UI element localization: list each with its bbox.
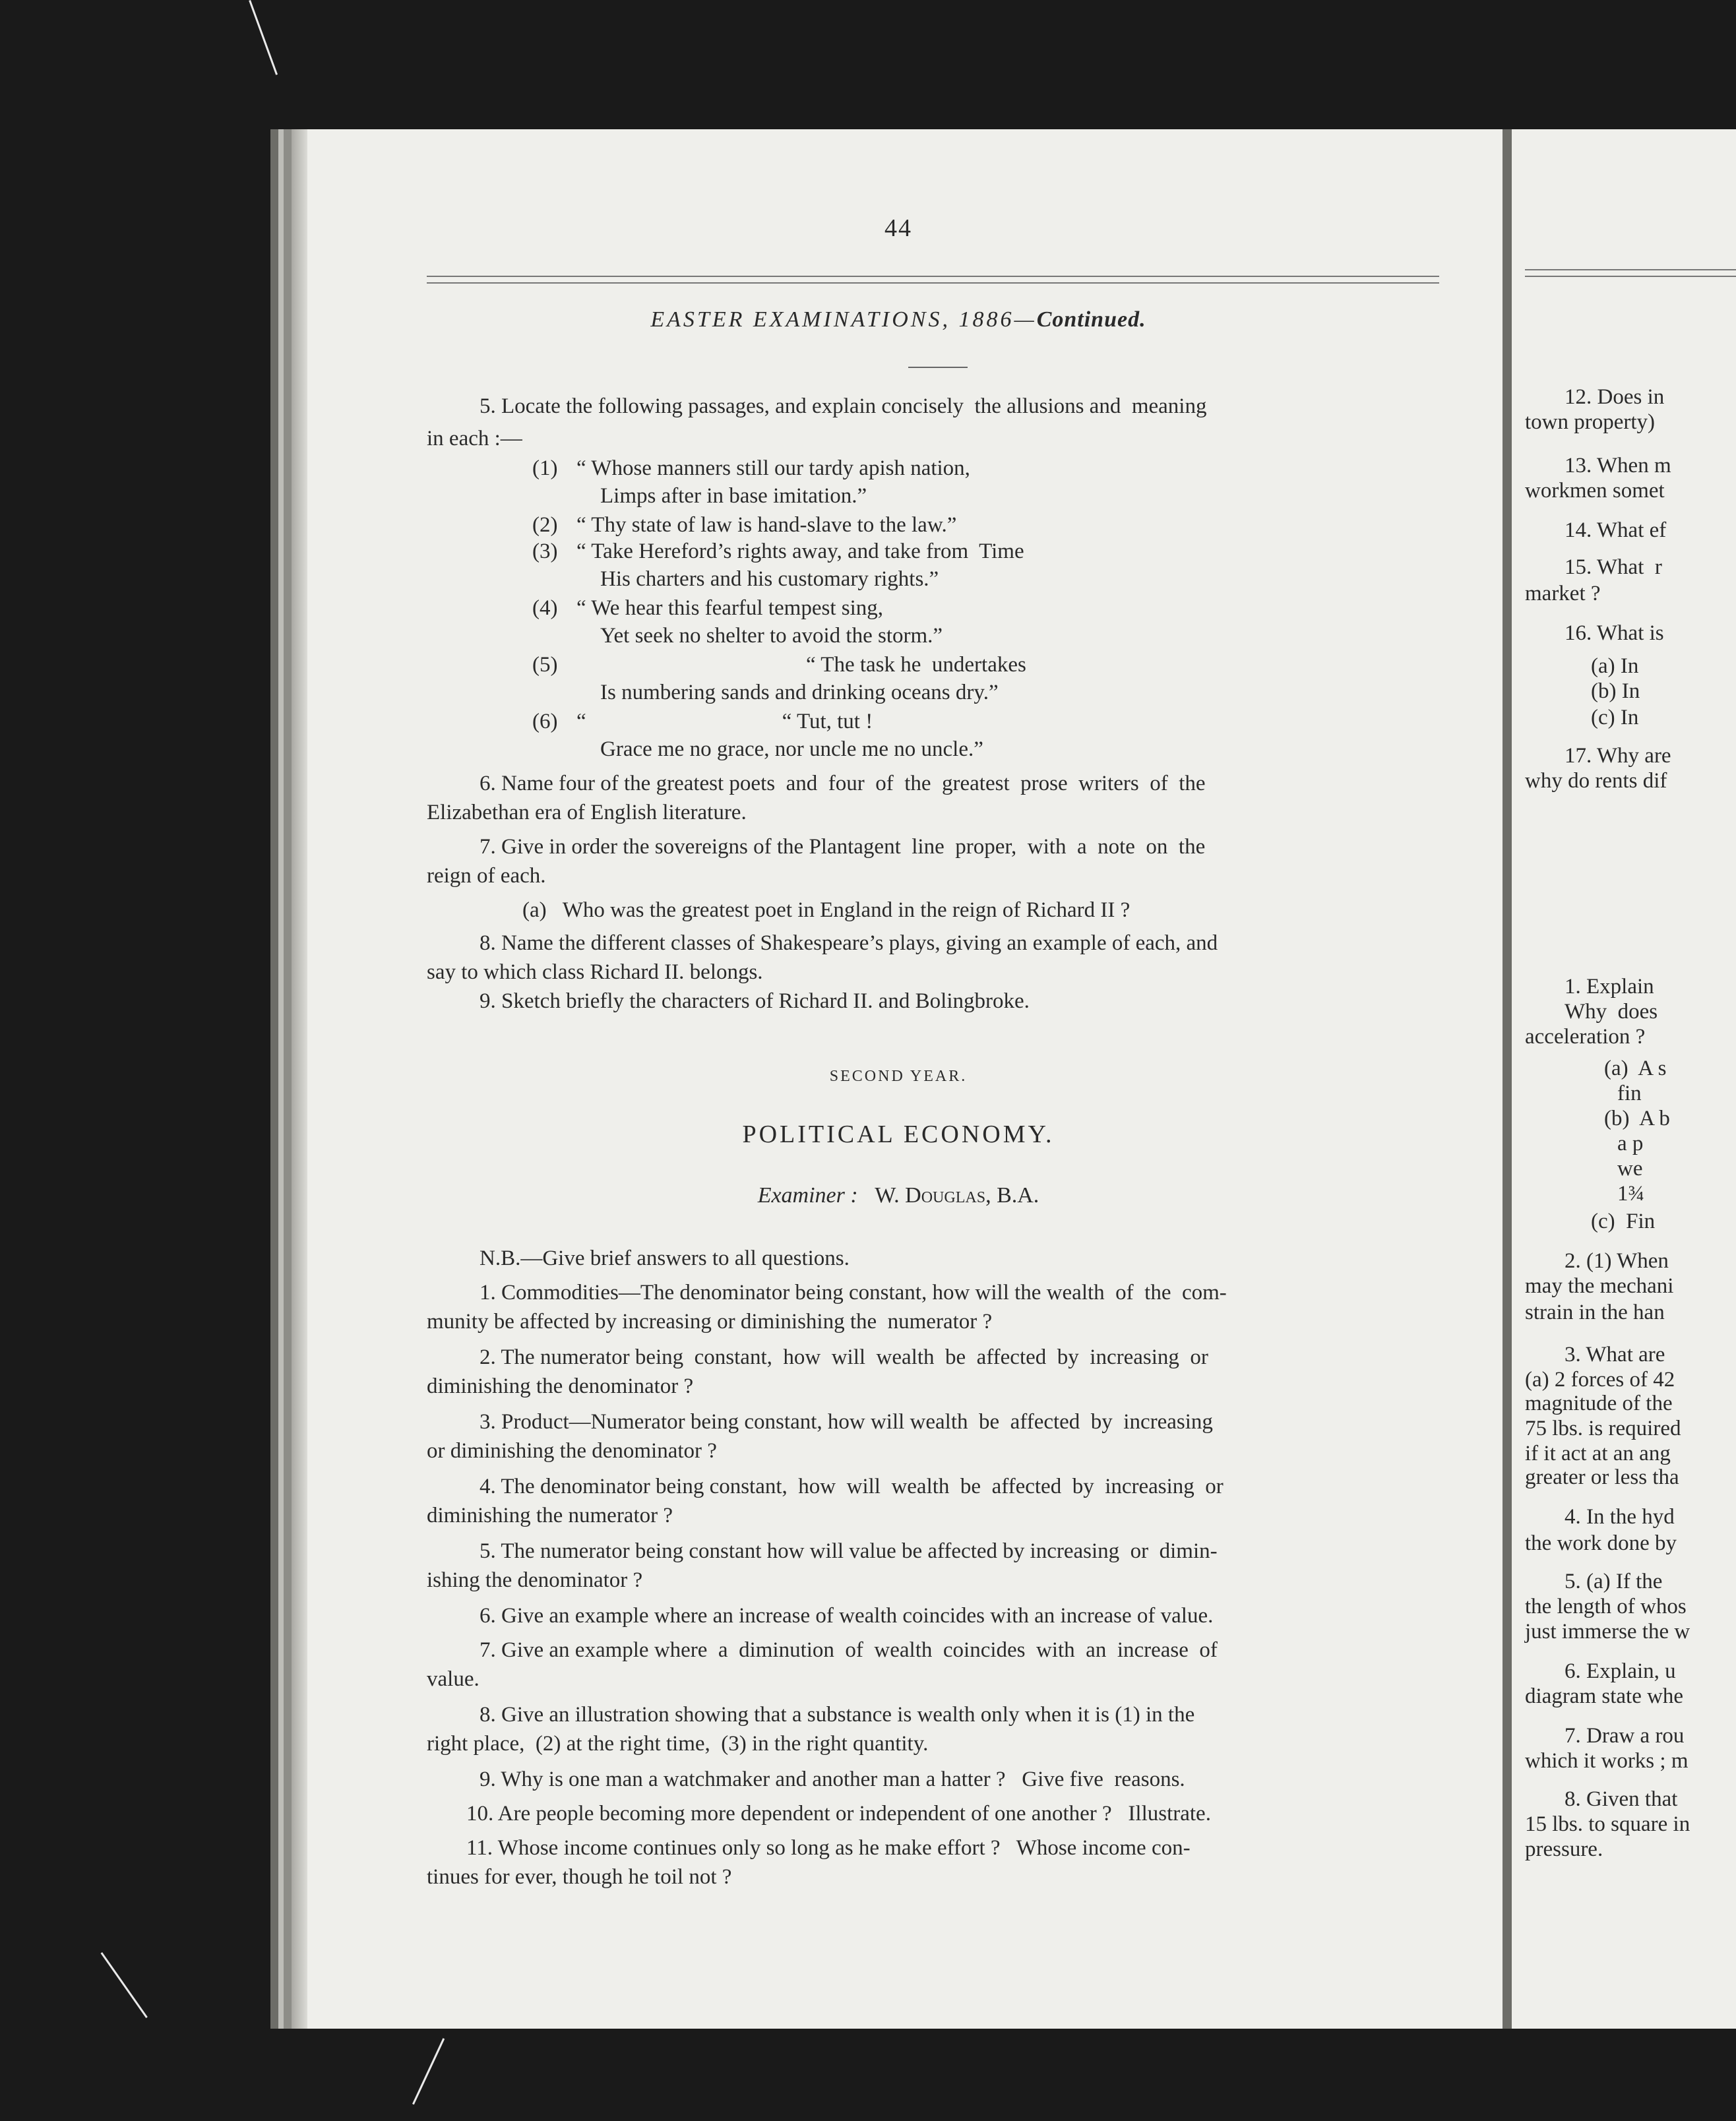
right-text-line: 15 lbs. to square in: [1525, 1812, 1690, 1836]
left-page: [284, 129, 1505, 2029]
right-text-line: 12. Does in: [1565, 385, 1665, 409]
right-text-line: strain in the han: [1525, 1301, 1665, 1324]
right-text-line: why do rents dif: [1525, 769, 1667, 793]
passage-num: (5): [532, 653, 558, 677]
q5-line-1: 5. Locate the following passages, and explain concisely the allusions and meaning: [480, 394, 1207, 418]
passage-line: “ The task he undertakes: [806, 653, 1026, 677]
right-text-line: greater or less tha: [1525, 1465, 1679, 1489]
right-text-line: 14. What ef: [1565, 518, 1667, 542]
pe-q4-line-2: diminishing the numerator ?: [427, 1504, 673, 1527]
right-text-line: the work done by: [1525, 1531, 1677, 1555]
top-rule: [427, 276, 1439, 277]
right-text-line: 3. What are: [1565, 1343, 1665, 1367]
passage-num: (1): [532, 456, 558, 480]
right-text-line: 5. (a) If the: [1565, 1570, 1663, 1593]
right-text-line: workmen somet: [1525, 479, 1665, 503]
right-text-line: if it act at an ang: [1525, 1442, 1671, 1465]
right-text-line: (b) A b: [1604, 1107, 1670, 1130]
passage-line: “ Take Hereford’s rights away, and take from Time: [576, 539, 1024, 563]
pe-q3-line-2: or diminishing the denominator ?: [427, 1439, 717, 1463]
right-text-line: 1¾: [1617, 1182, 1645, 1206]
right-text-line: 2. (1) When: [1565, 1249, 1669, 1273]
pe-q5-line-1: 5. The numerator being constant how will value be affected by increasing or dimin-: [480, 1539, 1218, 1563]
right-text-line: 7. Draw a rou: [1565, 1724, 1685, 1748]
pe-q6-line-1: 6. Give an example where an increase of wealth coincides with an increase of value.: [480, 1604, 1214, 1628]
examiner-line: [292, 1179, 1505, 1212]
pe-q1-line-1: 1. Commodities—The denominator being constant, how will the wealth of the com-: [480, 1281, 1227, 1305]
nb-line: N.B.—Give brief answers to all questions.: [480, 1246, 850, 1270]
right-text-line: 75 lbs. is required: [1525, 1417, 1681, 1440]
header-text: EASTER EXAMINATIONS, 1886—: [650, 307, 1037, 332]
right-text-line: a p: [1617, 1132, 1644, 1155]
right-text-line: pressure.: [1525, 1837, 1603, 1861]
year-heading: SECOND YEAR.: [829, 1068, 968, 1085]
pe-q4-line-1: 4. The denominator being constant, how will wealth be affected by increasing or: [480, 1475, 1224, 1498]
pe-q2-line-1: 2. The numerator being constant, how will wealth be affected by increasing or: [480, 1345, 1208, 1369]
right-text-line: fin: [1617, 1082, 1642, 1105]
right-text-line: 13. When m: [1565, 454, 1671, 477]
pe-q7-line-1: 7. Give an example where a diminution of wealth coincides with an increase of: [480, 1638, 1218, 1662]
passage-line: “ We hear this fearful tempest sing,: [576, 596, 883, 620]
right-text-line: (b) In: [1591, 679, 1640, 703]
right-text-line: Why does: [1565, 1000, 1658, 1024]
passage-num: (6): [532, 710, 558, 733]
right-text-line: 17. Why are: [1565, 744, 1671, 768]
passage-num: (3): [532, 539, 558, 563]
q6-line-1: 6. Name four of the greatest poets and four of the greatest prose writers of the: [480, 772, 1206, 795]
q8-line-1: 8. Name the different classes of Shakespeare’s plays, giving an example of each, and: [480, 931, 1218, 955]
right-text-line: which it works ; m: [1525, 1749, 1689, 1773]
right-text-line: market ?: [1525, 582, 1601, 605]
passage-line: “ “ Tut, tut !: [576, 710, 873, 733]
right-text-line: 15. What r: [1565, 555, 1662, 579]
pe-q11-line-2: tinues for ever, though he toil not ?: [427, 1865, 732, 1889]
subject-heading: POLITICAL ECONOMY.: [742, 1121, 1055, 1148]
examiner-name: W. Douglas, B.A.: [875, 1183, 1039, 1208]
q8-line-2: say to which class Richard II. belongs.: [427, 960, 763, 984]
right-text-line: we: [1617, 1157, 1643, 1181]
pe-q8-line-1: 8. Give an illustration showing that a substance is wealth only when it is (1) in the: [480, 1703, 1195, 1727]
right-text-line: diagram state whe: [1525, 1684, 1684, 1708]
header-continued: Continued.: [1036, 307, 1146, 332]
pe-q1-line-2: munity be affected by increasing or diminishing the numerator ?: [427, 1310, 993, 1334]
examiner-label: Examiner :: [757, 1183, 858, 1208]
passage-num: (4): [532, 596, 558, 620]
passage-line: “ Thy state of law is hand-slave to the law.”: [576, 513, 957, 537]
pe-q7-line-2: value.: [427, 1667, 480, 1691]
passage-line: His charters and his customary rights.”: [600, 567, 939, 591]
q9-line: 9. Sketch briefly the characters of Richard II. and Bolingbroke.: [480, 989, 1030, 1013]
right-text-line: the length of whos: [1525, 1595, 1687, 1618]
right-text-line: 4. In the hyd: [1565, 1505, 1675, 1529]
q6-line-2: Elizabethan era of English literature.: [427, 801, 747, 824]
right-text-line: 8. Given that: [1565, 1787, 1678, 1811]
right-text-line: just immerse the w: [1525, 1620, 1690, 1644]
right-text-line: 16. What is: [1565, 621, 1664, 645]
passage-num: (2): [532, 513, 558, 537]
passage-line: Limps after in base imitation.”: [600, 484, 867, 508]
pe-q3-line-1: 3. Product—Numerator being constant, how will wealth be affected by increasing: [480, 1410, 1213, 1434]
page-number: 44: [884, 214, 912, 242]
right-text-line: (a) 2 forces of 42: [1525, 1368, 1675, 1392]
top-rule: [427, 282, 1439, 284]
right-text-line: (c) In: [1591, 706, 1639, 729]
right-page: [1503, 129, 1736, 2029]
passage-line: Is numbering sands and drinking oceans dry.”: [600, 681, 999, 704]
q7-line-2: reign of each.: [427, 864, 546, 888]
q7a-line: (a) Who was the greatest poet in England in the reign of Richard II ?: [522, 898, 1131, 922]
top-rule: [1525, 269, 1736, 270]
right-text-line: (c) Fin: [1591, 1210, 1656, 1233]
right-text-line: (a) A s: [1604, 1057, 1667, 1080]
right-text-line: town property): [1525, 410, 1656, 434]
passage-line: “ Whose manners still our tardy apish nation,: [576, 456, 970, 480]
right-text-line: may the mechani: [1525, 1274, 1674, 1298]
pe-q11-line-1: 11. Whose income continues only so long as he make effort ? Whose income con-: [466, 1836, 1191, 1860]
right-text-line: (a) In: [1591, 654, 1639, 678]
passage-line: Yet seek no shelter to avoid the storm.”: [600, 624, 943, 648]
right-text-line: magnitude of the: [1525, 1392, 1673, 1415]
top-rule: [1525, 276, 1736, 277]
right-text-line: 1. Explain: [1565, 975, 1654, 999]
pe-q5-line-2: ishing the denominator ?: [427, 1568, 643, 1592]
right-text-line: 6. Explain, u: [1565, 1659, 1676, 1683]
header-rule: [908, 367, 968, 368]
passage-line: Grace me no grace, nor uncle me no uncle.”: [600, 737, 983, 761]
section-header: [292, 307, 1505, 332]
q5-line-2: in each :—: [427, 427, 522, 450]
right-text-line: acceleration ?: [1525, 1025, 1646, 1049]
pe-q9-line-1: 9. Why is one man a watchmaker and another man a hatter ? Give five reasons.: [480, 1767, 1185, 1791]
pe-q8-line-2: right place, (2) at the right time, (3) in the right quantity.: [427, 1732, 929, 1756]
pe-q10-line-1: 10. Are people becoming more dependent or independent of one another ? Illustrate.: [466, 1802, 1211, 1826]
q7-line-1: 7. Give in order the sovereigns of the Plantagent line proper, with a note on the: [480, 835, 1206, 859]
pe-q2-line-2: diminishing the denominator ?: [427, 1374, 694, 1398]
